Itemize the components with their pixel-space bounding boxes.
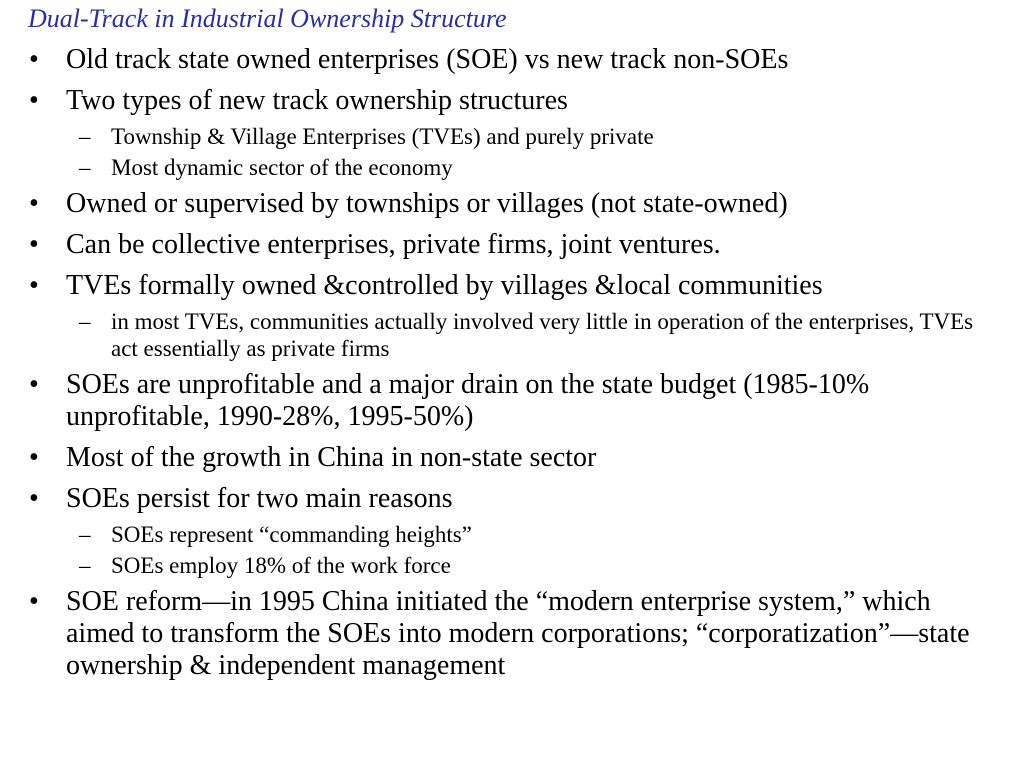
- sub-bullet-text: SOEs employ 18% of the work force: [111, 553, 451, 578]
- bullet-text: Can be collective enterprises, private firms, joint ventures.: [66, 229, 721, 260]
- dash-marker: –: [79, 124, 91, 149]
- bullet-marker: •: [29, 442, 39, 473]
- bullet-text: SOEs are unprofitable and a major drain on the state budget (1985-10% unprofitable, 1990-28%, 1995-50%): [66, 369, 870, 432]
- bullet-text: Old track state owned enterprises (SOE) vs new track non-SOEs: [66, 44, 789, 75]
- bullet-item: [0, 188, 1024, 220]
- dash-marker: –: [79, 309, 91, 334]
- sub-bullet-text: in most TVEs, communities actually involved very little in operation of the enterprises, TVEs act essentially as private firms: [111, 309, 974, 361]
- bullet-marker: •: [29, 44, 39, 75]
- bullet-item: [0, 229, 1024, 261]
- bullet-marker: •: [29, 369, 39, 400]
- bullet-text: Most of the growth in China in non-state sector: [66, 442, 597, 473]
- dash-marker: –: [79, 522, 91, 547]
- sub-bullet-item: [0, 154, 1024, 181]
- dash-marker: –: [79, 553, 91, 578]
- bullet-marker: •: [29, 270, 39, 301]
- bullet-marker: •: [29, 85, 39, 116]
- bullet-item: [0, 85, 1024, 117]
- sub-bullet-item: [0, 123, 1024, 150]
- bullet-item: [0, 483, 1024, 515]
- bullet-marker: •: [29, 483, 39, 514]
- sub-bullet-item: [0, 552, 1024, 579]
- slide-body: [0, 44, 1024, 691]
- bullet-item: [0, 270, 1024, 302]
- bullet-marker: •: [29, 188, 39, 219]
- slide-title: Dual-Track in Industrial Ownership Structure: [28, 4, 507, 33]
- bullet-text: Two types of new track ownership structures: [66, 85, 568, 116]
- bullet-text: SOEs persist for two main reasons: [66, 483, 453, 514]
- bullet-text: TVEs formally owned &controlled by villages &local communities: [66, 270, 823, 301]
- bullet-text: Owned or supervised by townships or villages (not state-owned): [66, 188, 788, 219]
- sub-bullet-item: [0, 521, 1024, 548]
- bullet-item: [0, 369, 1024, 433]
- bullet-item: [0, 442, 1024, 474]
- bullet-marker: •: [29, 229, 39, 260]
- dash-marker: –: [79, 155, 91, 180]
- bullet-marker: •: [29, 586, 39, 617]
- sub-bullet-item: [0, 308, 1024, 362]
- sub-bullet-text: SOEs represent “commanding heights”: [111, 522, 472, 547]
- sub-bullet-text: Most dynamic sector of the economy: [111, 155, 453, 180]
- bullet-text: SOE reform—in 1995 China initiated the “modern enterprise system,” which aimed to transform the SOEs into modern corporations; “corporatization”—state ownership & independent management: [66, 586, 970, 681]
- bullet-item: [0, 44, 1024, 76]
- sub-bullet-text: Township & Village Enterprises (TVEs) and purely private: [111, 124, 654, 149]
- bullet-item: [0, 586, 1024, 682]
